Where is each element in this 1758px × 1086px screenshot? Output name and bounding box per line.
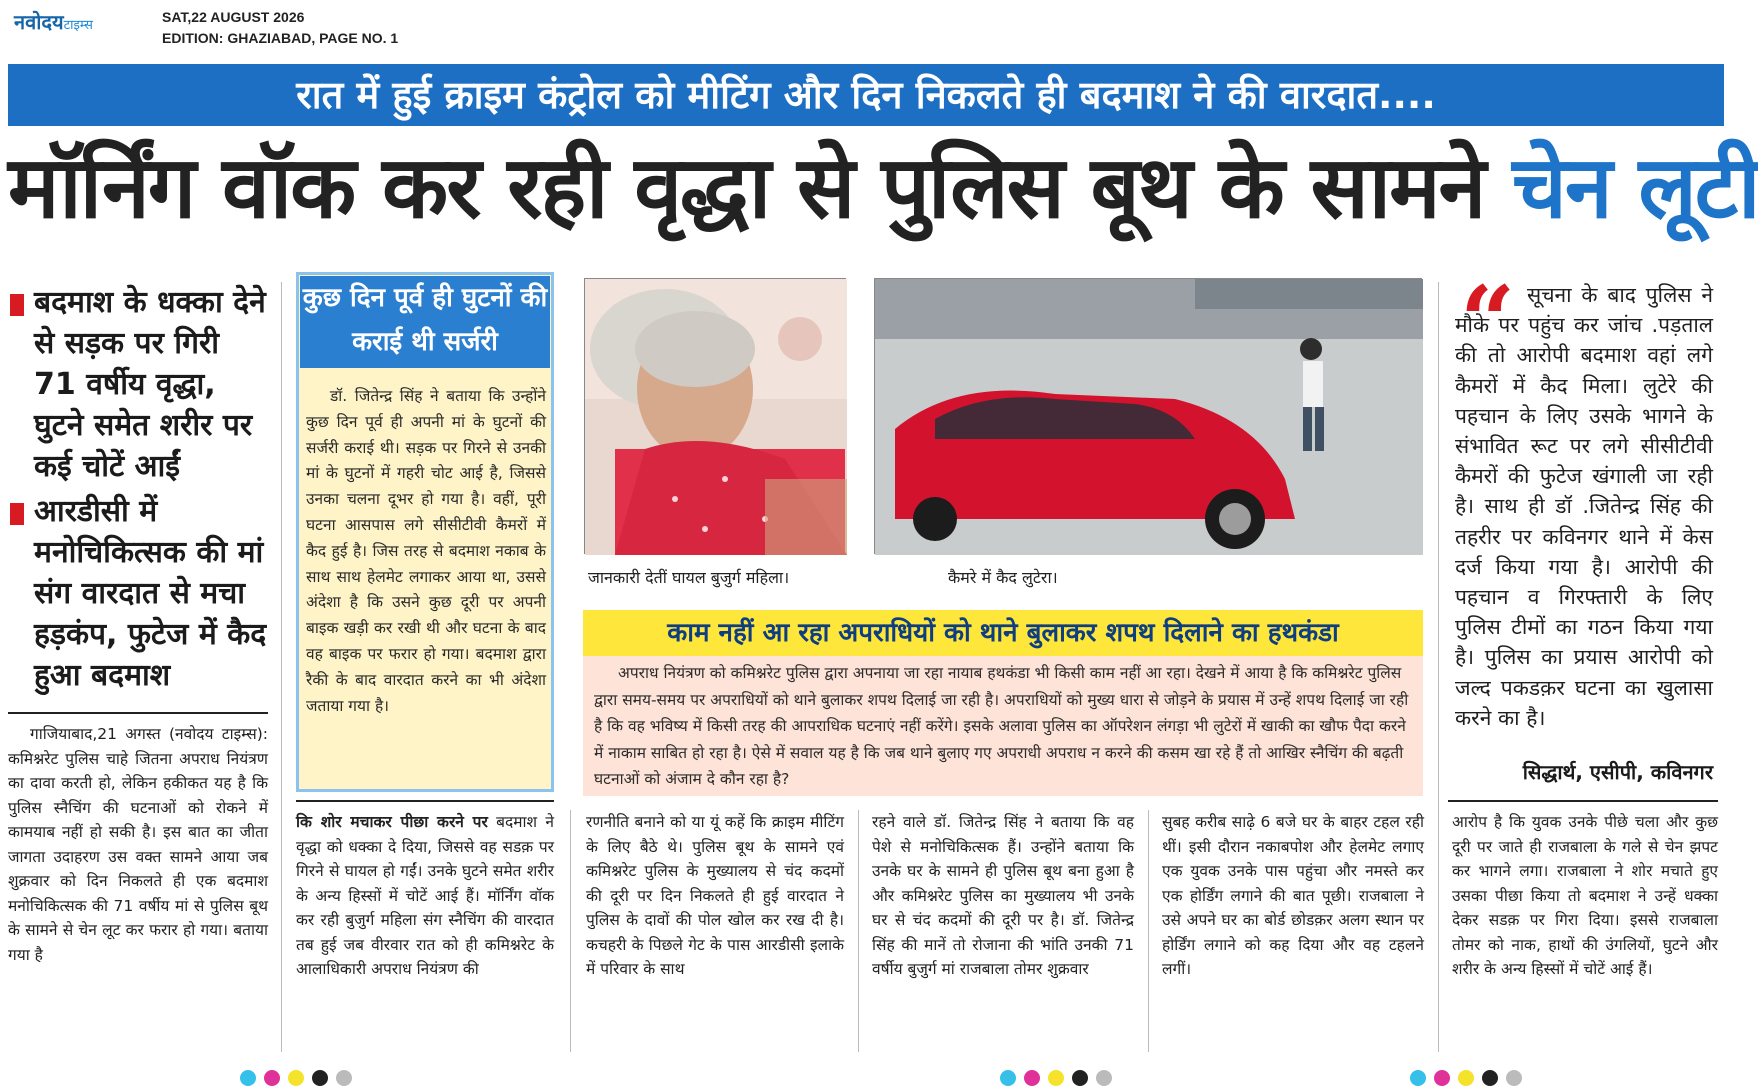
red-square-bullet-icon [10, 294, 24, 316]
photo-injured-woman [584, 278, 846, 554]
body-column-6: आरोप है कि युवक उनके पीछे चला और कुछ दूरी पर जाते ही राजबाला के गले से चेन झपट कर भागने लगा। राजबाला ने शोर मचाते हुए उसका पीछा किया तो बदमाश ने उन्हें धक्का देकर सडक़ पर गिरा दिया। इससे राजबाला तोमर को नाक, हाथों की उंगलियों, घुटने और शरीर के अन्य हिस्सों में चोटें आई हैं। [1452, 813, 1718, 978]
body-column-5: सुबह करीब साढ़े 6 बजे घर के बाहर टहल रही थीं। इसी दौरान नकाबपोश और हेलमेट लगाए एक युवक उनके पास पहुंचा और नमस्ते कर एक होर्डिंग लगाने की बात पूछी। राजबाला ने उसे अपने घर का बोर्ड छोडक़र अलग स्थान पर होर्डिंग लगाने को कह दिया और वह टहलने लगीं। [1162, 813, 1424, 978]
photo-caption-2: कैमरे में कैद लुटेरा। [948, 568, 1058, 587]
headline-main: मॉर्निंग वॉक कर रही वृद्धा से पुलिस बूथ के सामने [8, 138, 1485, 238]
registration-dot [240, 1070, 256, 1086]
registration-dot [1096, 1070, 1112, 1086]
highlight-text: आरडीसी में मनोचिकित्सक की मां संग वारदात से मचा हड़कंप, फुटेज में कैद हुआ बदमाश [34, 494, 267, 693]
edition-line: EDITION: GHAZIABAD, PAGE NO. 1 [162, 30, 399, 46]
sidebar-title: कुछ दिन पूर्व ही घुटनों की कराई थी सर्जरी [300, 276, 550, 368]
red-square-bullet-icon [10, 503, 24, 525]
sidebar-text: डॉ. जितेन्द्र सिंह ने बताया कि उन्होंने कुछ दिन पूर्व ही अपनी मां के घुटनों की सर्जरी कराई थी। सड़क पर गिरने से उनकी मां के घुटनों में गहरी चोट आई है, जिससे उनका चलना दूभर हो गया है। वहीं, पूरी घटना आसपास लगे सीसीटीवी कैमरों में कैद हुई है। जिस तरह से बदमाश नकाब के साथ साथ हेलमेट लगाकर आया था, उससे अंदेशा है कि उसने कुछ दूरी पर अपनी बाइक खड़ी कर रखी थी और घटना के बाद वह बाइक पर फरार हो गया। बदमाश द्वारा रैकी के बाद वारदात करने का भी अंदेशा जताया गया है। [306, 387, 546, 715]
registration-dot [1072, 1070, 1088, 1086]
column-separator [281, 282, 282, 1052]
column-separator [570, 810, 571, 1052]
logo-suffix: टाइम्स [63, 18, 93, 33]
strip-text: अपराध नियंत्रण को कमिश्नरेट पुलिस द्वारा अपनाया जा रहा नायाब हथकंडा भी किसी काम नहीं आ रहा। देखने में आया है कि कमिश्नरेट पुलिस द्वारा समय-समय पर अपराधियों को थाने बुलाकर शपथ दिलाई जा रही है। अपराधियों को मुख्य धारा से जोड़ने के प्रयास में उन्हें शपथ दिलाई जा रही है कि वह भविष्य में किसी तरह की आपराधिक घटनाएं नहीं करेंगे। इसके अलावा पुलिस का ऑपरेशन लंगड़ा भी लुटेरों में खाकी का खौफ पैदा करने में नाकाम साबित हो रहा है। ऐसे में सवाल यह है कि जब थाने बुलाए गए अपराधी अपराध न करने की कसम खा रहे हैं तो आखिर स्नैचिंग की बढ़ती घटनाओं को अंजाम दे कौन रहा है? [594, 664, 1409, 788]
logo-text: नवोदय [14, 10, 64, 34]
registration-dot [1024, 1070, 1040, 1086]
registration-dot [1506, 1070, 1522, 1086]
quote-mark-icon: “ [1460, 265, 1516, 378]
highlight-text: बदमाश के धक्का देने से सड़क पर गिरी 71 वर्षीय वृद्धा, घुटने समेत शरीर पर कई चोटें आईं [34, 285, 266, 484]
column-separator [858, 810, 859, 1052]
main-headline [8, 132, 1758, 244]
photo-cctv-still-image [875, 279, 1423, 555]
headline-accent: चेन लूटी [1512, 138, 1758, 238]
registration-dot [336, 1070, 352, 1086]
registration-dot [1482, 1070, 1498, 1086]
registration-dot [1410, 1070, 1426, 1086]
registration-dot [1048, 1070, 1064, 1086]
photo-caption-1: जानकारी देतीं घायल बुजुर्ग महिला। [588, 568, 790, 587]
body-column-1: गाजियाबाद,21 अगस्त (नवोदय टाइम्स): कमिश्नरेट पुलिस चाहे जितना अपराध नियंत्रण का दावा करती हो, लेकिन हकीकत यह है कि पुलिस स्नैचिंग की घटनाओं को रोकने में कामयाब नहीं हो सकी है। इस बात का जीता जागता उदाहरण उस वक्त सामने आया जब शुक्रवार को दिन निकलते ही एक बदमाश मनोचिकित्सक की 71 वर्षीय मां से पुलिस बूथ के सामने से चेन लूट कर फरार हो गया। बताया गया है [8, 725, 268, 964]
highlight-item [6, 491, 268, 696]
registration-dot [1434, 1070, 1450, 1086]
issue-date: SAT,22 AUGUST 2026 [162, 9, 305, 25]
registration-dot [264, 1070, 280, 1086]
highlight-item [6, 282, 268, 487]
column-separator [1148, 810, 1149, 1052]
body-column-2-lead: कि शोर मचाकर पीछा करने पर [296, 813, 488, 831]
photo-cctv-still [874, 278, 1422, 554]
masthead-logo [14, 8, 93, 35]
photo-injured-woman-image [585, 279, 847, 555]
kicker-banner: रात में हुई क्राइम कंट्रोल को मीटिंग और दिन निकलते ही बदमाश ने की वारदात.... [8, 64, 1724, 126]
registration-dot [1000, 1070, 1016, 1086]
strip-title: काम नहीं आ रहा अपराधियों को थाने बुलाकर शपथ दिलाने का हथकंडा [583, 610, 1423, 656]
quote-divider [1448, 800, 1718, 802]
col2-divider [296, 800, 554, 802]
body-column-3: रणनीति बनाने को या यूं कहें कि क्राइम मीटिंग के लिए बैठे थे। पुलिस बूथ के सामने एवं कमिश्नरेट पुलिस के मुख्यालय से चंद कदमों की दूरी पर दिन निकलते ही हुई वारदात ने पुलिस के दावों की पोल खोल कर रख दी है। कचहरी के पिछले गेट के पास आरडीसी इलाके में परिवार के साथ [586, 813, 844, 978]
story-highlights [6, 282, 268, 700]
highlights-divider [8, 712, 268, 714]
body-column-4: रहने वाले डॉ. जितेन्द्र सिंह ने बताया कि वह पेशे से मनोचिकित्सक हैं। उन्होंने बताया कि उनके घर के सामने ही पुलिस बूथ बना हुआ है और कमिश्नरेट पुलिस का मुख्यालय भी उनके घर से चंद कदमों की दूरी पर है। डॉ. जितेन्द्र सिंह की मानें तो रोजाना की भांति उनकी 71 वर्षीय बुजुर्ग मां राजबाला तोमर शुक्रवार [872, 813, 1134, 978]
registration-dot [288, 1070, 304, 1086]
body-column-2 [296, 810, 554, 1052]
registration-dot [1458, 1070, 1474, 1086]
quote-text: सूचना के बाद पुलिस ने मौके पर पहुंच कर जांच .पड़ताल की तो आरोपी बदमाश वहां लगे कैमरों में कैद मिला। लुटेरे की पहचान के लिए उसके भागने के संभावित रूट पर लगे सीसीटीवी कैमरों की फुटेज खंगाली जा रही है। साथ ही डॉ .जितेन्द्र सिंह की तहरीर पर कविनगर थाने में केस दर्ज किया गया है। आरोपी की पहचान व गिरफ्तारी के लिए पुलिस टीमों का गठन किया गया है। पुलिस का प्रयास आरोपी को जल्द पकडक़र घटना का खुलासा करने का है। [1455, 283, 1713, 730]
registration-dot [312, 1070, 328, 1086]
body-column-2-text: बदमाश ने वृद्धा को धक्का दे दिया, जिससे वह सडक़ पर गिरने से घायल हो गईं। उनके घुटने समेत शरीर के अन्य हिस्सों में चोटें आई हैं। मॉर्निंग वॉक कर रही बुजुर्ग महिला संग स्नैचिंग की वारदात तब हुई जब वीरवार रात को ही कमिश्नरेट के आलाधिकारी अपराध नियंत्रण की [296, 813, 554, 978]
quote-signature: सिद्धार्थ, एसीपी, कविनगर [1522, 760, 1713, 784]
column-separator [1438, 282, 1439, 1052]
